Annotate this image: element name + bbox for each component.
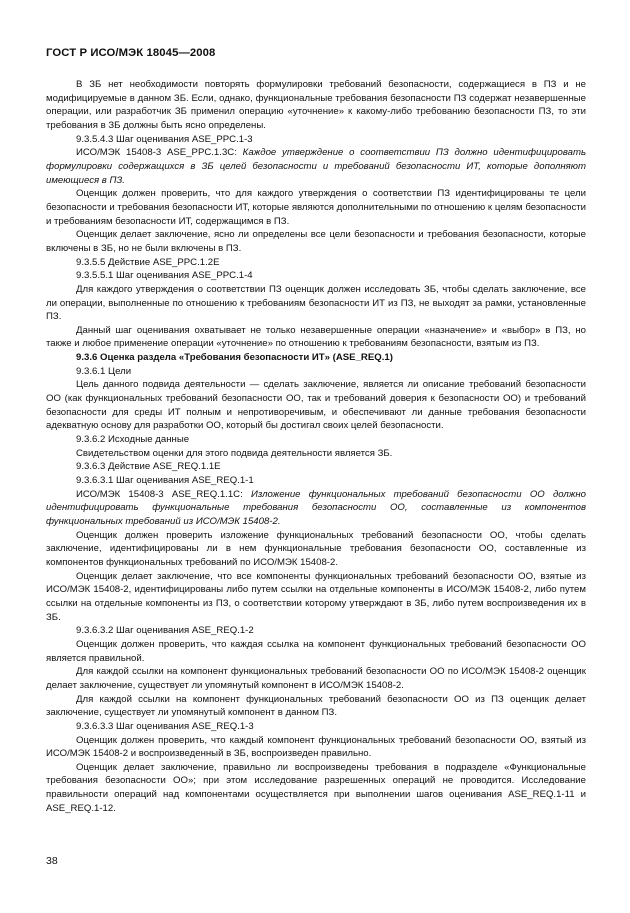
citation-lead: ИСО/МЭК 15408-3 ASE_PPC.1.3С: [76, 147, 243, 159]
paragraph: Оценщик должен проверить изложение функциональных требований безопасности ОО, чтобы сделать заключение, идентифицированы ли в нем функциональные требования безопасности ОО, составленные из компонентов функциональных требований по ИСО/МЭК 15408-2. [46, 529, 586, 568]
subsection-heading: 9.3.6.1 Цели [76, 365, 132, 377]
document-header: ГОСТ Р ИСО/МЭК 18045—2008 [46, 47, 216, 59]
paragraph: В ЗБ нет необходимости повторять формулировки требований безопасности, содержащиеся в ПЗ и не модифицируемые в данном ЗБ. Если, однако, функциональные требования безопасности ПЗ содержат незавершенные операции, или разработчик ЗБ применил операцию «уточнение» к какому-либо требованию безопасности ПЗ, то эти требования в ЗБ должны быть ясно определены. [46, 79, 586, 131]
paragraph: Оценщик должен проверить, что для каждого утверждения о соответствии ПЗ идентифицированы те цели безопасности и требования безопасности ИТ, которые являются дополнительными по отношению к целям безопасности и требованиям безопасности ИТ, содержащимся в ПЗ. [46, 188, 586, 227]
paragraph: Оценщик должен проверить, что каждая ссылка на компонент функциональных требований безопасности ОО является правильной. [46, 638, 586, 664]
step-heading: 9.3.6.3.1 Шаг оценивания ASE_REQ.1-1 [76, 475, 254, 487]
document-body [46, 78, 586, 815]
step-heading: 9.3.6.3.2 Шаг оценивания ASE_REQ.1-2 [76, 625, 254, 637]
citation-text: Каждое утверждение о соответствии ПЗ должно идентифицировать формулировки содержащихся в ЗБ целей безопасности и требований безопасности ИТ, которые дополняют имеющиеся в ПЗ. [46, 147, 586, 186]
page-number: 38 [46, 855, 58, 867]
paragraph: Оценщик делает заключение, что все компоненты функциональных требований безопасности ОО, взятые из ИСО/МЭК 15408-2, идентифицированы либо путем ссылки на отдельные компоненты в ИСО/МЭК 15408-2, либо путем ссылки на отдельные компоненты из ПЗ, о соответствии которому утверждают в ЗБ, либо путем воспроизведения их в ЗБ. [46, 570, 586, 623]
requirement-citation [46, 488, 586, 529]
step-heading: 9.3.6.3.3 Шаг оценивания ASE_REQ.1-3 [76, 720, 254, 732]
paragraph: Оценщик делает заключение, ясно ли определены все цели безопасности и требования безопасности, которые включены в ЗБ, но не были включены в ПЗ. [46, 229, 586, 254]
paragraph: Оценщик делает заключение, правильно ли воспроизведены требования в подразделе «Функциональные требования безопасности ОО»; при этом исследование разрешенных операций не проводится. Исследование правильности операций над компонентами осуществляется при выполнении шагов оценивания ASE_REQ.1-11 и ASE_REQ.1-12. [46, 761, 586, 814]
paragraph: Для каждой ссылки на компонент функциональных требований безопасности ОО по ИСО/МЭК 15408-2 оценщик делает заключение, существует ли упомянутый компонент в ИСО/МЭК 15408-2. [46, 666, 586, 691]
citation-lead: ИСО/МЭК 15408-3 ASE_REQ.1.1С: [76, 488, 251, 500]
requirement-citation [46, 146, 586, 187]
subsection-heading: 9.3.6.2 Исходные данные [76, 434, 190, 446]
action-heading: 9.3.5.5 Действие ASE_PPC.1.2E [76, 256, 220, 268]
step-heading: 9.3.5.4.3 Шаг оценивания ASE_PPC.1-3 [76, 133, 253, 145]
section-heading: 9.3.6 Оценка раздела «Требования безопасности ИТ» (ASE_REQ.1) [76, 352, 393, 364]
paragraph: Свидетельством оценки для этого подвида деятельности является ЗБ. [76, 447, 393, 459]
paragraph: Для каждой ссылки на компонент функциональных требований безопасности ОО из ПЗ оценщик делает заключение, существует ли упомянутый компонент в данном ПЗ. [46, 693, 586, 719]
paragraph: Данный шаг оценивания охватывает не только незавершенные операции «назначение» и «выбор» в ПЗ, но также и любое применение операции «уточнение» по отношению к требованиям безопасности, взятым из ПЗ. [46, 324, 586, 350]
step-heading: 9.3.5.5.1 Шаг оценивания ASE_PPC.1-4 [76, 270, 253, 282]
action-heading: 9.3.6.3 Действие ASE_REQ.1.1E [76, 461, 221, 473]
paragraph: Цель данного подвида деятельности — сделать заключение, является ли описание требований безопасности ОО (как функциональных требований безопасности ОО, так и требований доверия к безопасности ОО) и требований безопасности для среды ИТ полным и непротиворечивым, и обеспечивают ли данные требования безопасности адекватную основу для разработки ОО, который бы достигал своих целей безопасности. [46, 379, 586, 432]
citation-text: Изложение функциональных требований безопасности ОО должно идентифицировать функциональные требования безопасности ОО, составленные из компонентов функциональных требований из ИСО/МЭК 15408-2. [46, 488, 587, 527]
paragraph: Оценщик должен проверить, что каждый компонент функциональных требований безопасности ОО, взятый из ИСО/МЭК 15408-2 и воспроизведенный в ЗБ, воспроизведен правильно. [46, 734, 586, 760]
paragraph: Для каждого утверждения о соответствии ПЗ оценщик должен исследовать ЗБ, чтобы сделать заключение, все ли операции, выполненные по отношению к требованиям безопасности ИТ из ПЗ, не выходят за рамки, установленные ПЗ. [46, 283, 586, 323]
